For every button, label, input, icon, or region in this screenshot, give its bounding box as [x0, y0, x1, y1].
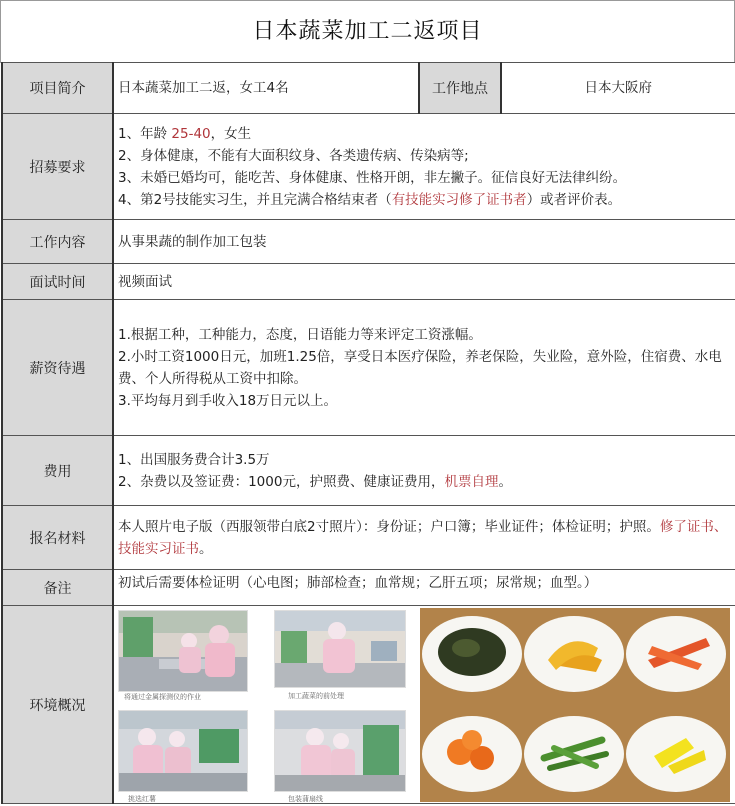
intro-value: 日本蔬菜加工二返，女工4名: [113, 63, 419, 114]
req1-suffix: ，女生: [210, 125, 252, 142]
label-work: 工作内容: [2, 220, 113, 264]
factory-photo-2: [274, 610, 406, 688]
environment-photos: [113, 606, 735, 804]
notes-value: 初试后需要体检证明（心电图；肺部检查；血常规；乙肝五项；尿常规；血型。）: [113, 570, 735, 606]
caption-3: 挑选红薯: [128, 794, 156, 803]
ticket-highlight: 机票自理: [444, 473, 499, 490]
work-value: 从事果蔬的制作加工包装: [113, 220, 735, 264]
location-value: 日本大阪府: [501, 63, 735, 114]
project-table: [1, 62, 735, 804]
materials-suffix: 。: [199, 540, 213, 557]
label-requirements: 招募要求: [2, 114, 113, 220]
row-interview: [2, 264, 735, 300]
fees2-suffix: 。: [498, 473, 512, 490]
row-requirements: [2, 114, 735, 220]
fees-content: [113, 436, 735, 506]
label-fees: 费用: [2, 436, 113, 506]
vegetable-bowls-photo: [420, 608, 730, 802]
label-materials: 报名材料: [2, 506, 113, 570]
materials-highlight: 修了证书、技能实习证书: [118, 518, 728, 557]
factory-photo-3: [118, 710, 248, 792]
label-notes: 备注: [2, 570, 113, 606]
requirement-line-2: 2、身体健康，不能有大面积纹身、各类遗传病、传染病等;: [118, 147, 469, 164]
row-materials: [2, 506, 735, 570]
salary-line-3: 3.平均每月到手收入18万日元以上。: [118, 392, 338, 409]
fees-line-2: [118, 471, 731, 493]
row-fees: [2, 436, 735, 506]
label-intro: 项目简介: [2, 63, 113, 114]
age-range: 25-40: [171, 125, 211, 142]
materials-text: 本人照片电子版（西服领带白底2寸照片）：身份证；户口簿；毕业证件；体检证明；护照。: [118, 518, 660, 535]
caption-2: 加工蔬菜的前处理: [288, 691, 344, 700]
salary-line-2: 2.小时工资1000日元，加班1.25倍，享受日本医疗保险，养老保险，失业险，意外险，住宿费、水电费、个人所得税从工资中扣除。: [118, 348, 722, 387]
caption-4: 包装蒲扇线: [288, 794, 323, 803]
interview-value: 视频面试: [113, 264, 735, 300]
row-environment: [2, 606, 735, 804]
requirement-line-4: [118, 189, 731, 211]
label-location: 工作地点: [419, 63, 501, 114]
fees2-text: 2、杂费以及签证费：1000元，护照费、健康证费用，: [118, 473, 445, 490]
factory-photo-4: [274, 710, 406, 792]
salary-line-1: 1.根据工种，工种能力，态度，日语能力等来评定工资涨幅。: [118, 326, 482, 343]
page-title: 日本蔬菜加工二返项目: [0, 0, 735, 63]
salary-content: [113, 300, 735, 436]
factory-photo-1: [118, 610, 248, 692]
req1-text: 1、年龄: [118, 125, 172, 142]
caption-1: 将通过金属探测仪的作业: [124, 692, 201, 701]
requirement-line-1: [118, 123, 731, 145]
row-work: [2, 220, 735, 264]
row-intro: [2, 63, 735, 114]
row-salary: [2, 300, 735, 436]
row-notes: [2, 570, 735, 606]
requirements-content: [113, 114, 735, 220]
materials-content: [113, 506, 735, 570]
req4-suffix: ）或者评价表。: [526, 191, 622, 208]
requirement-line-3: 3、未婚已婚均可，能吃苦、身体健康、性格开朗，非左撇子。征信良好无法律纠纷。: [118, 169, 627, 186]
req4-text: 4、第2号技能实习生，并且完满合格结束者（: [118, 191, 392, 208]
label-interview: 面试时间: [2, 264, 113, 300]
fees-line-1: 1、出国服务费合计3.5万: [118, 451, 270, 468]
label-salary: 薪资待遇: [2, 300, 113, 436]
certificate-highlight: 有技能实习修了证书者: [391, 191, 527, 208]
label-environment: 环境概况: [2, 606, 113, 804]
